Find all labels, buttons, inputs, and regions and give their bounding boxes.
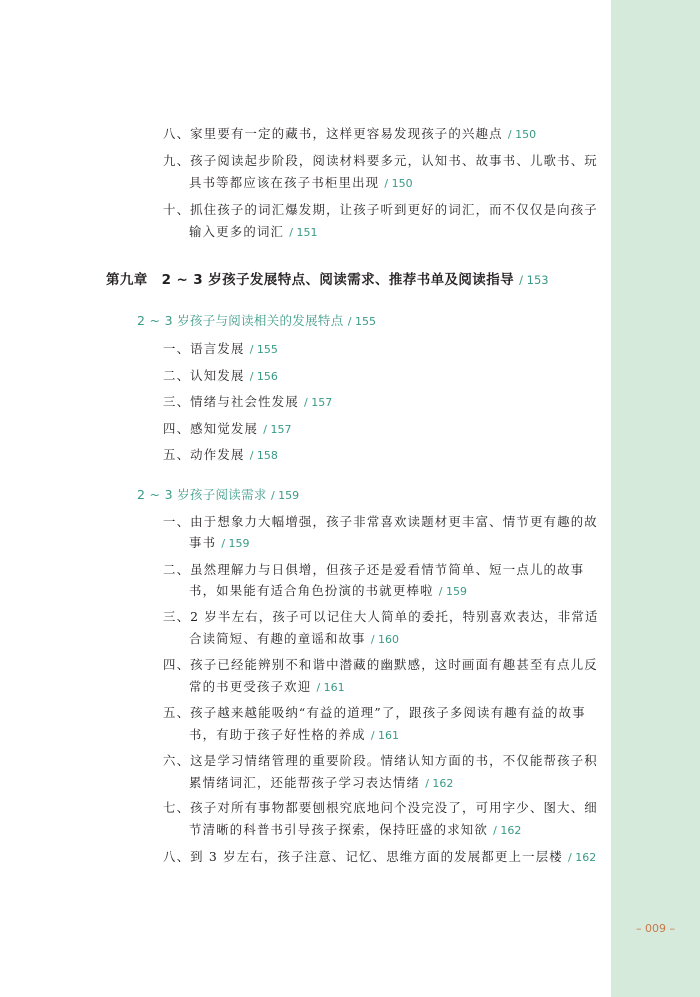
toc-entry[interactable] — [163, 368, 278, 385]
entry-text: 七、孩子对所有事物都要刨根究底地问个没完没了，可用字少、图大、细 — [163, 800, 598, 815]
entry-text: 二、认知发展 — [163, 368, 245, 383]
toc-entry[interactable] — [163, 394, 332, 411]
entry-text: 三、2 岁半左右，孩子可以记住大人简单的委托，特别喜欢表达，非常适 — [163, 609, 599, 624]
toc-entry[interactable] — [163, 753, 598, 769]
page-number: / 150 — [507, 128, 537, 141]
page-number: / 162 — [568, 851, 597, 864]
section-title: 2 ~ 3 岁孩子与阅读相关的发展特点 — [137, 313, 344, 328]
entry-text: 常的书更受孩子欢迎 — [189, 679, 312, 694]
toc-entry[interactable] — [163, 657, 598, 673]
toc-entry-continuation — [189, 822, 521, 839]
entry-text: 累情绪词汇，还能帮孩子学习表达情绪 — [189, 775, 421, 790]
toc-entry[interactable] — [163, 447, 278, 464]
toc-entry[interactable] — [163, 514, 598, 530]
page-number: / 161 — [316, 681, 345, 694]
toc-entry[interactable] — [163, 202, 598, 218]
entry-text: 四、感知觉发展 — [163, 421, 259, 436]
entry-text: 六、这是学习情绪管理的重要阶段。情绪认知方面的书，不仅能帮孩子积 — [163, 753, 598, 768]
page-number: / 161 — [370, 729, 400, 742]
page-number: / 157 — [263, 423, 292, 436]
entry-text: 三、情绪与社会性发展 — [163, 394, 299, 409]
entry-text: 事书 — [189, 535, 217, 550]
page-number: / 162 — [425, 777, 454, 790]
page-number: / 153 — [519, 273, 549, 287]
section-heading[interactable] — [137, 313, 376, 330]
page-number: / 156 — [249, 370, 278, 383]
side-band — [611, 0, 700, 997]
page-number: / 159 — [221, 537, 250, 550]
entry-text: 一、由于想象力大幅增强，孩子非常喜欢读题材更丰富、情节更有趣的故 — [163, 514, 598, 529]
folio-page-number: – 009 – — [636, 922, 675, 935]
chapter-heading[interactable] — [106, 271, 549, 289]
page-number: / 155 — [347, 315, 376, 328]
toc-entry-continuation — [189, 583, 467, 600]
page-number: / 159 — [438, 585, 467, 598]
entry-text: 书，有助于孩子好性格的养成 — [189, 727, 366, 742]
toc-entry-continuation — [189, 775, 453, 792]
section-title: 2 ~ 3 岁孩子阅读需求 — [137, 487, 267, 502]
entry-text: 五、孩子越来越能吸纳“有益的道理”了，跟孩子多阅读有趣有益的故事 — [163, 705, 586, 720]
page-number: / 151 — [289, 226, 318, 239]
toc-entry[interactable] — [163, 849, 596, 866]
toc-entry[interactable] — [163, 341, 278, 358]
chapter-title: 第九章 2 ~ 3 岁孩子发展特点、阅读需求、推荐书单及阅读指导 — [106, 272, 514, 288]
toc-entry-continuation — [189, 535, 250, 552]
toc-entry[interactable] — [163, 800, 598, 816]
page-number: / 159 — [270, 489, 300, 502]
toc-entry-continuation — [189, 631, 399, 648]
page-number: / 158 — [249, 449, 278, 462]
toc-entry[interactable] — [163, 126, 536, 143]
toc-entry-continuation — [189, 224, 317, 241]
entry-text: 节清晰的科普书引导孩子探索，保持旺盛的求知欲 — [189, 822, 488, 837]
entry-text: 输入更多的词汇 — [189, 224, 285, 239]
entry-text: 九、孩子阅读起步阶段，阅读材料要多元，认知书、故事书、儿歌书、玩 — [163, 153, 598, 168]
entry-text: 一、语言发展 — [163, 341, 245, 356]
toc-entry[interactable] — [163, 153, 598, 169]
page-number: / 162 — [493, 824, 522, 837]
page-number: / 157 — [304, 396, 333, 409]
toc-entry[interactable] — [163, 609, 599, 625]
entry-text: 二、虽然理解力与日俱增，但孩子还是爱看情节简单、短一点儿的故事 — [163, 562, 585, 577]
toc-entry-continuation — [189, 727, 399, 744]
page-number: / 155 — [249, 343, 278, 356]
entry-text: 具书等都应该在孩子书柜里出现 — [189, 175, 380, 190]
toc-entry-continuation — [189, 175, 413, 192]
toc-entry[interactable] — [163, 705, 586, 721]
toc-entry[interactable] — [163, 562, 584, 578]
entry-text: 合读简短、有趣的童谣和故事 — [189, 631, 366, 646]
entry-text: 四、孩子已经能辨别不和谐中潜藏的幽默感，这时画面有趣甚至有点儿反 — [163, 657, 598, 672]
entry-text: 五、动作发展 — [163, 447, 245, 462]
page-number: / 150 — [384, 177, 413, 190]
section-heading[interactable] — [137, 487, 299, 504]
toc-entry-continuation — [189, 679, 345, 696]
entry-text: 八、到 3 岁左右，孩子注意、记忆、思维方面的发展都更上一层楼 — [163, 849, 563, 864]
entry-text: 书，如果能有适合角色扮演的书就更棒啦 — [189, 583, 434, 598]
toc-entry[interactable] — [163, 421, 291, 438]
page-number: / 160 — [370, 633, 400, 646]
entry-text: 八、家里要有一定的藏书，这样更容易发现孩子的兴趣点 — [163, 126, 503, 141]
entry-text: 十、抓住孩子的词汇爆发期，让孩子听到更好的词汇，而不仅仅是向孩子 — [163, 202, 598, 217]
